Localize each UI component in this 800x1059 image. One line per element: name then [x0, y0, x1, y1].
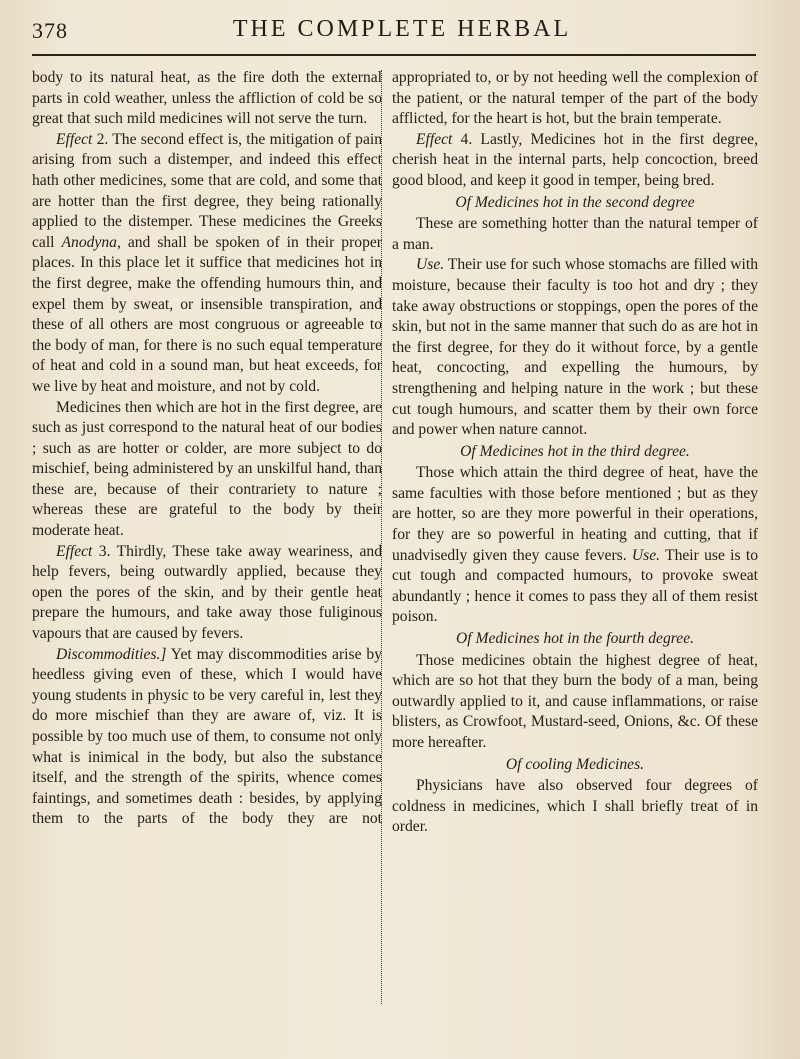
running-head: THE COMPLETE HERBAL: [232, 16, 572, 42]
use-label: Use.: [416, 256, 445, 274]
paragraph-text: Their use for such whose stomachs are filled with moisture, because their faculty is too hot and dry ; they take away obstructions or stoppings, open the pores of the skin, but not in the same manner that such do as are hot in the first degree, for they do it without force, by a gentle heat, concocting, and expelling the humours, by strengthening and helping nature in the work ; but these cut tough humours, and scatter them by their own force and power when nature cannot.: [392, 256, 758, 439]
paragraph-use: [392, 255, 758, 440]
effect-number: 2.: [92, 130, 109, 148]
paragraph-text: , and shall be spoken of in their proper places. In this place let it suffice that medicines hot in the first degree, make the offending humours thin, and expel them by sweat, or insensible transpiration, and these of all others are most congruous or agreeable to the body of man, for there is no such equal temperature of heat and cold in a sound man, but heat exceeds, for we live by heat and moisture, and not by cold.: [32, 233, 382, 395]
section-heading-second-degree: Of Medicines hot in the second degree: [455, 193, 695, 211]
section-heading-third-degree: Of Medicines hot in the third degree.: [460, 442, 690, 460]
paragraph: Medicines then which are hot in the first degree, are such as just correspond to the natural heat of our bodies ; such as are hotter or colder, are more subject to do mischief, being administered by an unskilful hand, than these are, because of their contrariety to nature ; whereas these are grateful to the body by their moderate heat.: [32, 398, 382, 540]
effect-number: 4.: [452, 130, 473, 148]
paragraph-discommodities: [32, 645, 382, 830]
effect-number: 3.: [92, 542, 111, 560]
effect-label: Effect: [56, 542, 93, 560]
page-number: 378: [32, 18, 68, 43]
column-divider: [381, 70, 382, 1004]
left-column: [32, 68, 382, 830]
paragraph: body to its natural heat, as the fire doth the external parts in cold weather, unless the affliction of cold be so great that such mild medicines will not serve the turn.: [32, 69, 382, 128]
paragraph-effect-2: [32, 130, 382, 398]
paragraph-third-degree: [392, 463, 758, 628]
section-heading-fourth-degree: Of Medicines hot in the fourth degree.: [455, 630, 695, 648]
paragraph-text: Lastly, Medicines hot in the first degree, cherish heat in the internal parts, help concoction, breed good blood, and keep it good in temper, being bred.: [392, 130, 758, 189]
paragraph-text: Thirdly, These take away weariness, and help fevers, being outwardly applied, because they open the pores of the skin, and by their gentle heat prepare the humours, and take away those fuliginous vapours that are caused by fevers.: [32, 542, 383, 643]
page-header: [32, 10, 772, 56]
right-column: [392, 68, 758, 838]
effect-label: Effect: [56, 130, 93, 148]
paragraph: appropriated to, or by not heeding well the complexion of the patient, or the natural temper of the part of the body afflicted, for the heart is hot, but the brain temperate.: [392, 69, 758, 128]
paragraph-text: Their use is to cut tough and compacted humours, to provoke sweat abundantly ; hence it comes to pass they all of them resist poison.: [392, 546, 758, 626]
effect-label: Effect: [416, 130, 453, 148]
paragraph-effect-4: [392, 130, 758, 192]
paragraph-text: Yet may discommodities arise by heedless giving even of these, which I would have young students in physic to be very careful in, lest they do more mischief than they are aware of, viz. It is possible by too much use of them, to consume not only what is inimical in the body, but also the substance itself, and the strength of the spirits, whence comes faintings, and sometimes death : besides, by applying them to the parts of the body they are not: [32, 645, 382, 828]
paragraph-effect-3: [32, 542, 382, 645]
header-rule: [32, 54, 756, 56]
use-label: Use.: [631, 546, 661, 564]
paragraph: Those medicines obtain the highest degree of heat, which are so hot that they burn the body of a man, being outwardly applied to it, and cause inflammations, or raise blisters, as Crowfoot, Mustard-seed, Onions, &c. Of these more hereafter.: [392, 651, 758, 751]
discommodities-label: Discommodities.]: [56, 645, 167, 663]
paragraph-text: Those which attain the third degree of heat, have the same faculties with those before mentioned ; but as they are hotter, so are they more powerful in their operations, for they are so powerful in heating and cutting, that if unadvisedly given they cause fevers.: [392, 464, 758, 564]
paragraph: Physicians have also observed four degrees of coldness in medicines, which I shall briefly treat of in order.: [392, 777, 758, 836]
paragraph-text: The second effect is, the mitigation of pain arising from such a distemper, and indeed this effect hath other medicines, some that are cold, and some that are hotter than the first degree, they being rationally applied to the distemper. These medicines the Greeks call: [32, 130, 382, 251]
paragraph: These are something hotter than the natural temper of a man.: [392, 215, 758, 253]
anodyna-term: Anodyna: [61, 233, 117, 251]
section-heading-cooling: Of cooling Medicines.: [505, 755, 645, 773]
